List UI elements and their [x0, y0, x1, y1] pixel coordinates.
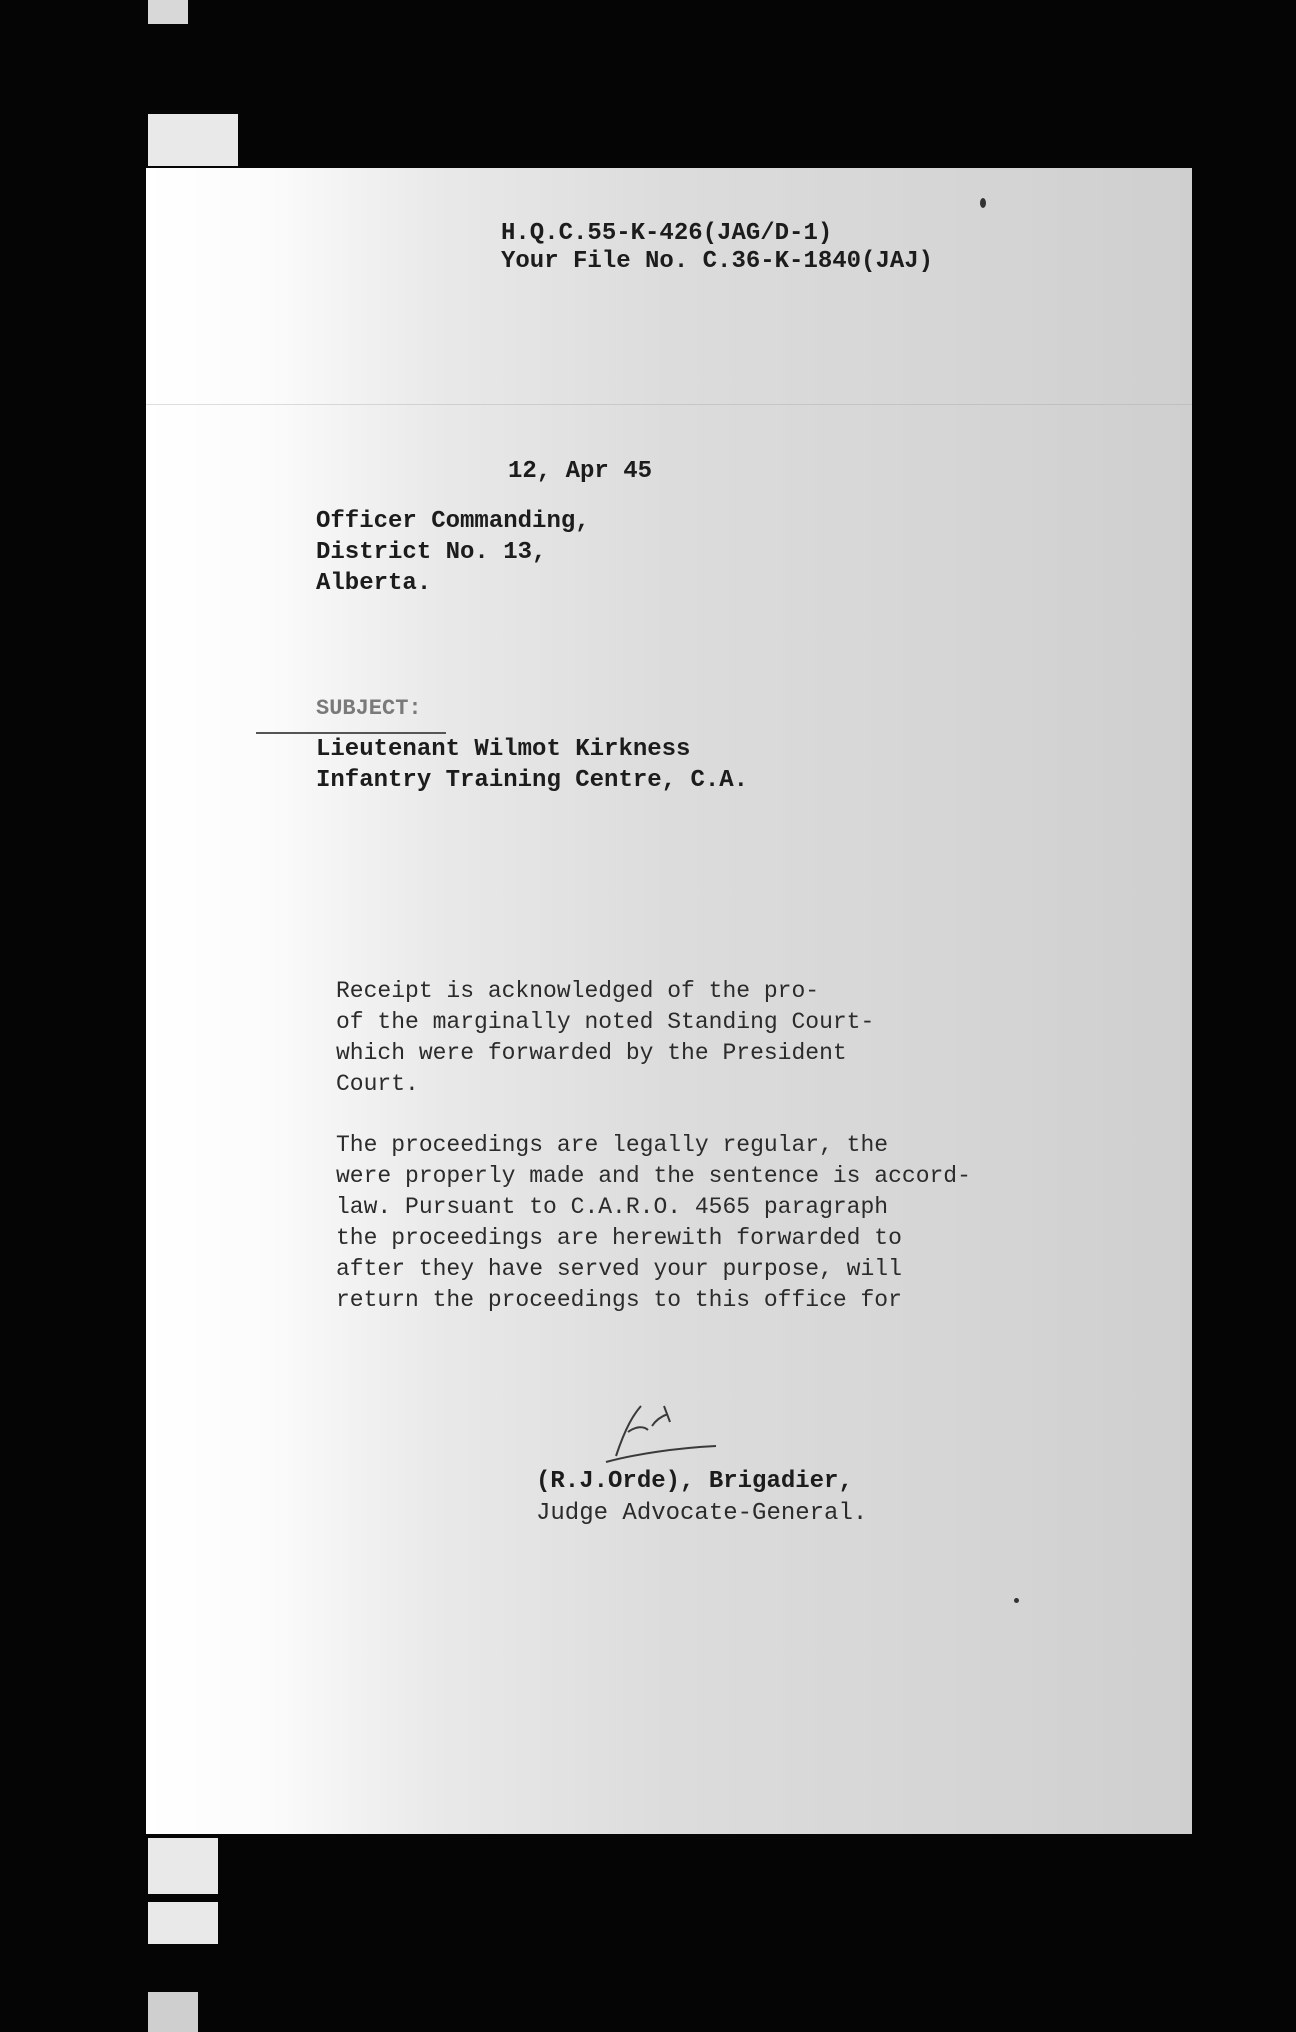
film-edge-mark — [148, 1992, 198, 2032]
paragraph-line: Receipt is acknowledged of the pro- — [336, 978, 820, 1004]
paragraph-line: the proceedings are herewith forwarded to — [336, 1225, 902, 1251]
letter-date: 12, Apr 45 — [508, 458, 653, 485]
file-reference-line: H.Q.C.55-K-426(JAG/D-1) — [501, 220, 833, 247]
subject-line: Lieutenant Wilmot Kirkness — [316, 736, 691, 763]
letter-page — [146, 168, 1192, 1834]
paragraph-proceedings — [336, 1130, 971, 1316]
signature-block — [536, 1466, 867, 1530]
subject-block — [316, 734, 748, 796]
recipient-address — [316, 506, 590, 599]
paragraph-acknowledgement — [336, 976, 874, 1100]
file-reference-line: Your File No. C.36-K-1840(JAJ) — [501, 248, 934, 275]
paragraph-line: were properly made and the sentence is accord- — [336, 1163, 971, 1189]
film-edge-mark — [148, 1902, 218, 1944]
subject-heading: SUBJECT: — [316, 696, 422, 721]
page-fold-line — [146, 404, 1192, 405]
paragraph-line: Court. — [336, 1071, 419, 1097]
paragraph-line: after they have served your purpose, will — [336, 1256, 902, 1282]
address-line: Officer Commanding, — [316, 508, 590, 535]
film-edge-mark — [148, 114, 238, 166]
address-line: Alberta. — [316, 570, 432, 597]
paragraph-line: which were forwarded by the President — [336, 1040, 847, 1066]
paragraph-line: of the marginally noted Standing Court- — [336, 1009, 875, 1035]
file-reference — [501, 220, 933, 276]
signatory-title: Judge Advocate-General. — [536, 1500, 868, 1527]
signatory-name: (R.J.Orde), Brigadier, — [536, 1468, 853, 1495]
subject-line: Infantry Training Centre, C.A. — [316, 767, 749, 794]
film-speck — [1014, 1598, 1019, 1603]
address-line: District No. 13, — [316, 539, 547, 566]
film-edge-mark — [148, 0, 188, 24]
paragraph-line: The proceedings are legally regular, the — [336, 1132, 889, 1158]
film-speck — [980, 198, 986, 208]
paragraph-line: return the proceedings to this office for — [336, 1287, 902, 1313]
paragraph-line: law. Pursuant to C.A.R.O. 4565 paragraph — [336, 1194, 889, 1220]
handwritten-initials — [586, 1386, 726, 1466]
film-edge-mark — [148, 1838, 218, 1894]
